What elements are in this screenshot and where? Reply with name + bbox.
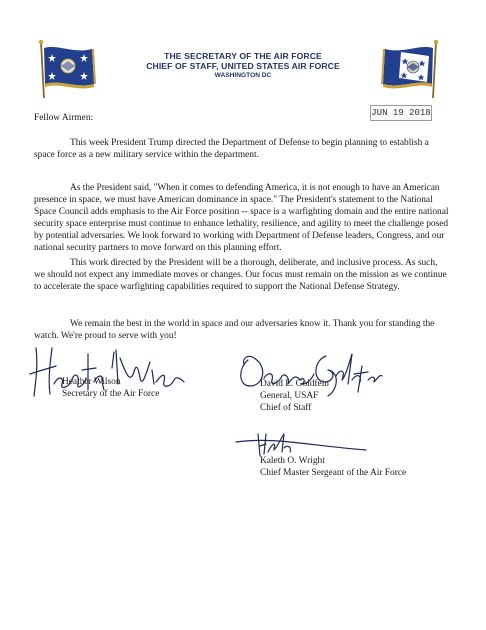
paragraph-2: As the President said, "When it comes to defending America, it is not enough to have an American presence in space, we must have American dominance in space." The President's statement to the National Space Council adds emphasis to the Air Force position -- space is a warfighting domain and the entire national security space enterprise must continue to enhance lethality, resilience, and agility to meet the challenge posed by potential adversaries. We look forward to working with Department of Defense leaders, Congress, and our national security partners to move forward on this planning effort. [34, 183, 449, 253]
paragraph-4: We remain the best in the world in space and our adversaries know it. Thank you for standing the watch. We're proud to serve with you! [34, 319, 435, 341]
date-stamp: JUN 19 2018 [370, 105, 432, 121]
signatory-name: Kaleth O. Wright [260, 456, 325, 466]
letterhead [100, 51, 386, 80]
letterhead-line-1: THE SECRETARY OF THE AIR FORCE [164, 51, 322, 61]
chief-of-staff-flag-icon [381, 40, 439, 100]
signatory-name: Heather Wilson [62, 377, 121, 387]
paragraph-1: This week President Trump directed the Department of Defense to begin planning to establish a space force as a new military service within the department. [34, 138, 429, 160]
signatory-name: David L. Goldfein [260, 379, 329, 389]
signatory-title: Chief of Staff [260, 403, 312, 413]
letterhead-location: WASHINGTON DC [214, 72, 272, 79]
letterhead-line-2: CHIEF OF STAFF, UNITED STATES AIR FORCE [146, 61, 340, 71]
signatory-rank: General, USAF [260, 391, 319, 401]
salutation: Fellow Airmen: [34, 113, 94, 123]
signatory-title: Secretary of the Air Force [62, 389, 160, 399]
secretary-air-force-flag-icon [38, 40, 96, 100]
paragraph-3: This work directed by the President will be a thorough, deliberate, and inclusive process. As such, we should not expect any immediate moves or changes. Our focus must remain on the mission as we continue to accelerate the space warfighting capabilities required to support the National Defense Strategy. [34, 258, 447, 292]
signatory-title: Chief Master Sergeant of the Air Force [260, 468, 407, 478]
